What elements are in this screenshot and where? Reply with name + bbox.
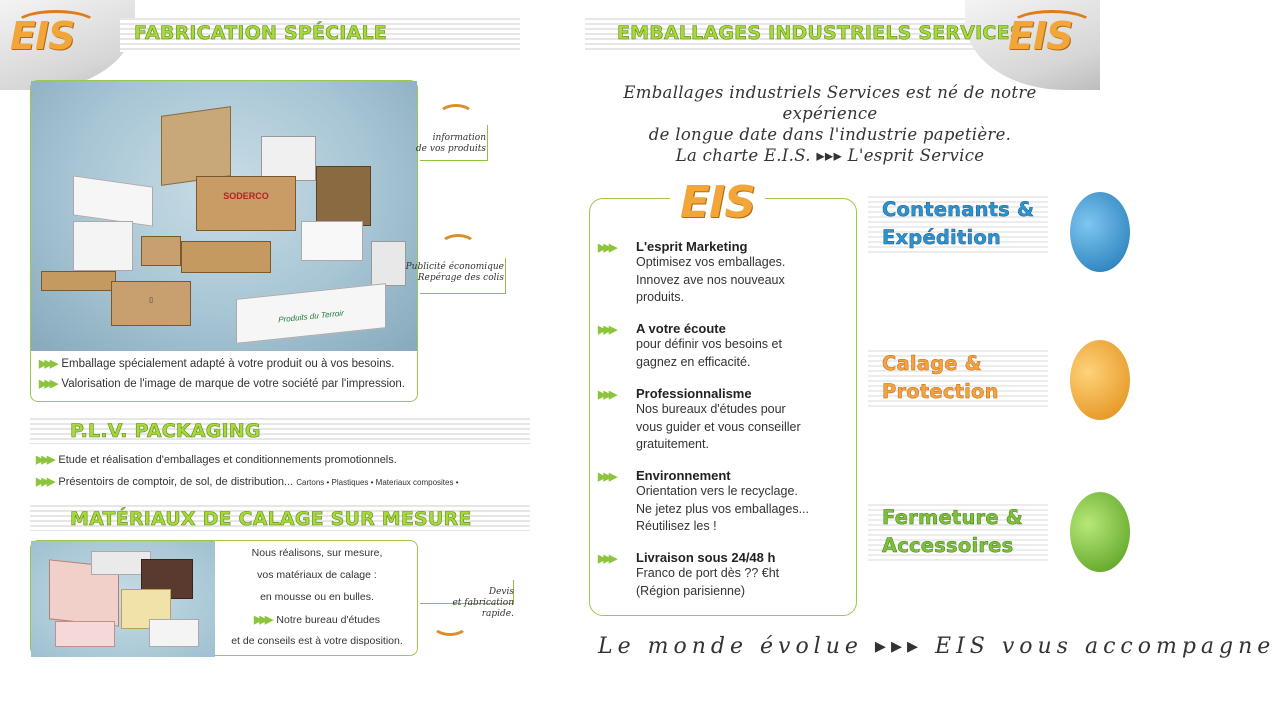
service-title-text: Livraison sous 24/48 h — [636, 550, 776, 565]
category-2-line-1: Calage & — [882, 352, 982, 375]
callout-devis — [420, 587, 514, 620]
service-desc-line: Réutilisez les ! — [636, 519, 717, 533]
foam-pink-flat — [55, 621, 115, 647]
category-ball-orange — [1070, 340, 1130, 420]
service-desc-line: pour définir vos besoins et — [636, 337, 782, 351]
plv-text-2-small: Cartons • Plastiques • Materiaux composites • — [296, 478, 459, 487]
intro-line-2: de longue date dans l'industrie papetière. — [648, 125, 1012, 144]
callout-2-line-2: Repérage des colis — [417, 273, 504, 283]
category-3-line-2: Accessoires — [882, 534, 1014, 557]
tray-produits-terroir: Produits du Terroir — [236, 283, 386, 344]
service-title — [598, 239, 853, 254]
box-divider — [316, 166, 371, 226]
product-photo — [31, 81, 417, 351]
service-title — [598, 386, 853, 401]
service-desc — [598, 401, 853, 454]
section-title-eis: EMBALLAGES INDUSTRIELS SERVICES — [617, 22, 1024, 44]
box-white-flat — [73, 175, 153, 226]
service-desc-line: gagnez en efficacité. — [636, 354, 751, 369]
calage-line-5: et de conseils est à votre disposition. — [231, 635, 403, 647]
caption-line-1 — [39, 357, 394, 370]
arrow-bullet-icon: ▶▶▶ — [254, 614, 271, 626]
category-ball-blue — [1070, 192, 1130, 272]
section-title-fabrication: FABRICATION SPÉCIALE — [134, 22, 387, 44]
box-tray — [181, 241, 271, 273]
box-white-printed — [73, 221, 133, 271]
service-desc — [598, 254, 853, 307]
swoosh-icon — [14, 10, 98, 40]
arrow-bullet-icon: ▶▶▶ — [598, 389, 615, 401]
box-corner — [141, 236, 181, 266]
callout-1-line-2: de vos produits — [415, 144, 486, 154]
photo-box-fabrication — [30, 80, 418, 402]
arrow-bullet-icon: ▶▶▶ — [598, 553, 615, 565]
calage-line-3: en mousse ou en bulles. — [260, 591, 374, 603]
callout-2-line-1: Publicité économique — [405, 262, 504, 272]
service-desc — [598, 565, 853, 600]
category-ball-green — [1070, 492, 1130, 572]
service-desc-line: vous guider et vous conseiller — [636, 419, 801, 434]
eis-logo-box: EIS — [670, 177, 765, 228]
service-desc-line: Innovez ave nos nouveaux — [636, 272, 785, 287]
arrow-bullet-icon: ▶▶▶ — [39, 358, 56, 370]
service-desc-line: Nos bureaux d'études pour — [636, 402, 786, 416]
box-soderco: SODERCO — [196, 176, 296, 231]
callout-information — [398, 133, 486, 155]
category-1-line-1: Contenants & — [882, 198, 1035, 221]
service-desc-line: gratuitement. — [636, 437, 709, 451]
service-item — [598, 550, 853, 600]
caption-text-2: Valorisation de l'image de marque de votre société par l'impression. — [61, 378, 405, 390]
arrow-bullet-icon: ▶▶▶ — [598, 471, 615, 483]
plv-text-1: Etude et réalisation d'emballages et conditionnements promotionnels. — [58, 454, 397, 466]
plv-line-1 — [36, 453, 397, 466]
section-title-plv: P.L.V. PACKAGING — [70, 420, 261, 442]
service-title-text: A votre écoute — [636, 321, 726, 336]
intro-line-3: La charte E.I.S. ▸▸▸ L'esprit Service — [675, 146, 985, 165]
category-1-line-2: Expédition — [882, 226, 1002, 249]
service-title — [598, 550, 853, 565]
arrow-bullet-icon: ▶▶▶ — [598, 242, 615, 254]
box-white-small — [301, 221, 363, 261]
category-2-line-2: Protection — [882, 380, 999, 403]
service-desc-line: (Région parisienne) — [636, 583, 746, 598]
box-medium: ▯ — [111, 281, 191, 326]
section-title-calage: MATÉRIAUX DE CALAGE SUR MESURE — [70, 508, 472, 530]
swoosh-icon — [1010, 10, 1094, 40]
service-desc-line: Optimisez vos emballages. — [636, 255, 786, 269]
calage-line-2: vos matériaux de calage : — [257, 569, 377, 581]
service-desc-line: Franco de port dès ?? €ht — [636, 566, 780, 580]
caption-line-2 — [39, 377, 405, 390]
calage-line-4-text: Notre bureau d'études — [276, 614, 380, 626]
category-contenants — [882, 196, 1034, 252]
box-tube — [41, 271, 116, 291]
service-title — [598, 321, 853, 336]
eis-logo: EIS — [10, 14, 75, 58]
service-title — [598, 468, 853, 483]
service-desc-line: produits. — [636, 290, 684, 304]
category-3-line-1: Fermeture & — [882, 506, 1023, 529]
calage-line-1: Nous réalisons, sur mesure, — [251, 547, 383, 559]
plv-text-2: Présentoirs de comptoir, de sol, de distribution... — [58, 476, 294, 488]
arrow-bullet-icon: ▶▶▶ — [598, 324, 615, 336]
plv-line-2 — [36, 475, 459, 488]
service-desc-line: Ne jetez plus vos emballages... — [636, 501, 810, 516]
service-item — [598, 468, 853, 536]
box-open — [161, 106, 231, 186]
arrow-bullet-icon: ▶▶▶ — [36, 476, 53, 488]
service-item — [598, 239, 853, 307]
swoosh-icon — [440, 234, 476, 256]
arrow-bullet-icon: ▶▶▶ — [36, 454, 53, 466]
service-title-text: L'esprit Marketing — [636, 239, 748, 254]
callout-1-line-1: information — [432, 133, 486, 143]
box-white-print — [261, 136, 316, 181]
callout-3-line-1: Devis — [488, 587, 514, 597]
service-desc-line: Orientation vers le recyclage. — [636, 484, 798, 498]
intro-text — [590, 82, 1070, 166]
eis-logo-right: EIS — [1008, 14, 1073, 58]
service-title-text: Professionnalisme — [636, 386, 752, 401]
photo-box-calage — [30, 540, 418, 656]
category-calage — [882, 350, 999, 406]
swoosh-icon — [438, 104, 474, 126]
service-title-text: Environnement — [636, 468, 731, 483]
caption-text-1: Emballage spécialement adapté à votre produit ou à vos besoins. — [61, 358, 395, 370]
arrow-bullet-icon: ▶▶▶ — [39, 378, 56, 390]
callout-3-line-2: et fabrication rapide. — [452, 598, 514, 619]
swoosh-icon — [432, 614, 468, 636]
service-item — [598, 386, 853, 454]
foam-white-block — [149, 619, 199, 647]
calage-line-4 — [215, 613, 419, 626]
intro-line-1: Emballages industriels Services est né de notre expérience — [623, 83, 1037, 123]
service-item — [598, 321, 853, 371]
footer-slogan: Le monde évolue ▸▸▸ EIS vous accompagne — [598, 634, 1275, 659]
category-fermeture — [882, 504, 1023, 560]
callout-publicite — [394, 262, 504, 284]
service-desc — [598, 336, 853, 371]
services-box — [589, 177, 857, 616]
service-desc — [598, 483, 853, 536]
foam-photo — [31, 541, 215, 657]
